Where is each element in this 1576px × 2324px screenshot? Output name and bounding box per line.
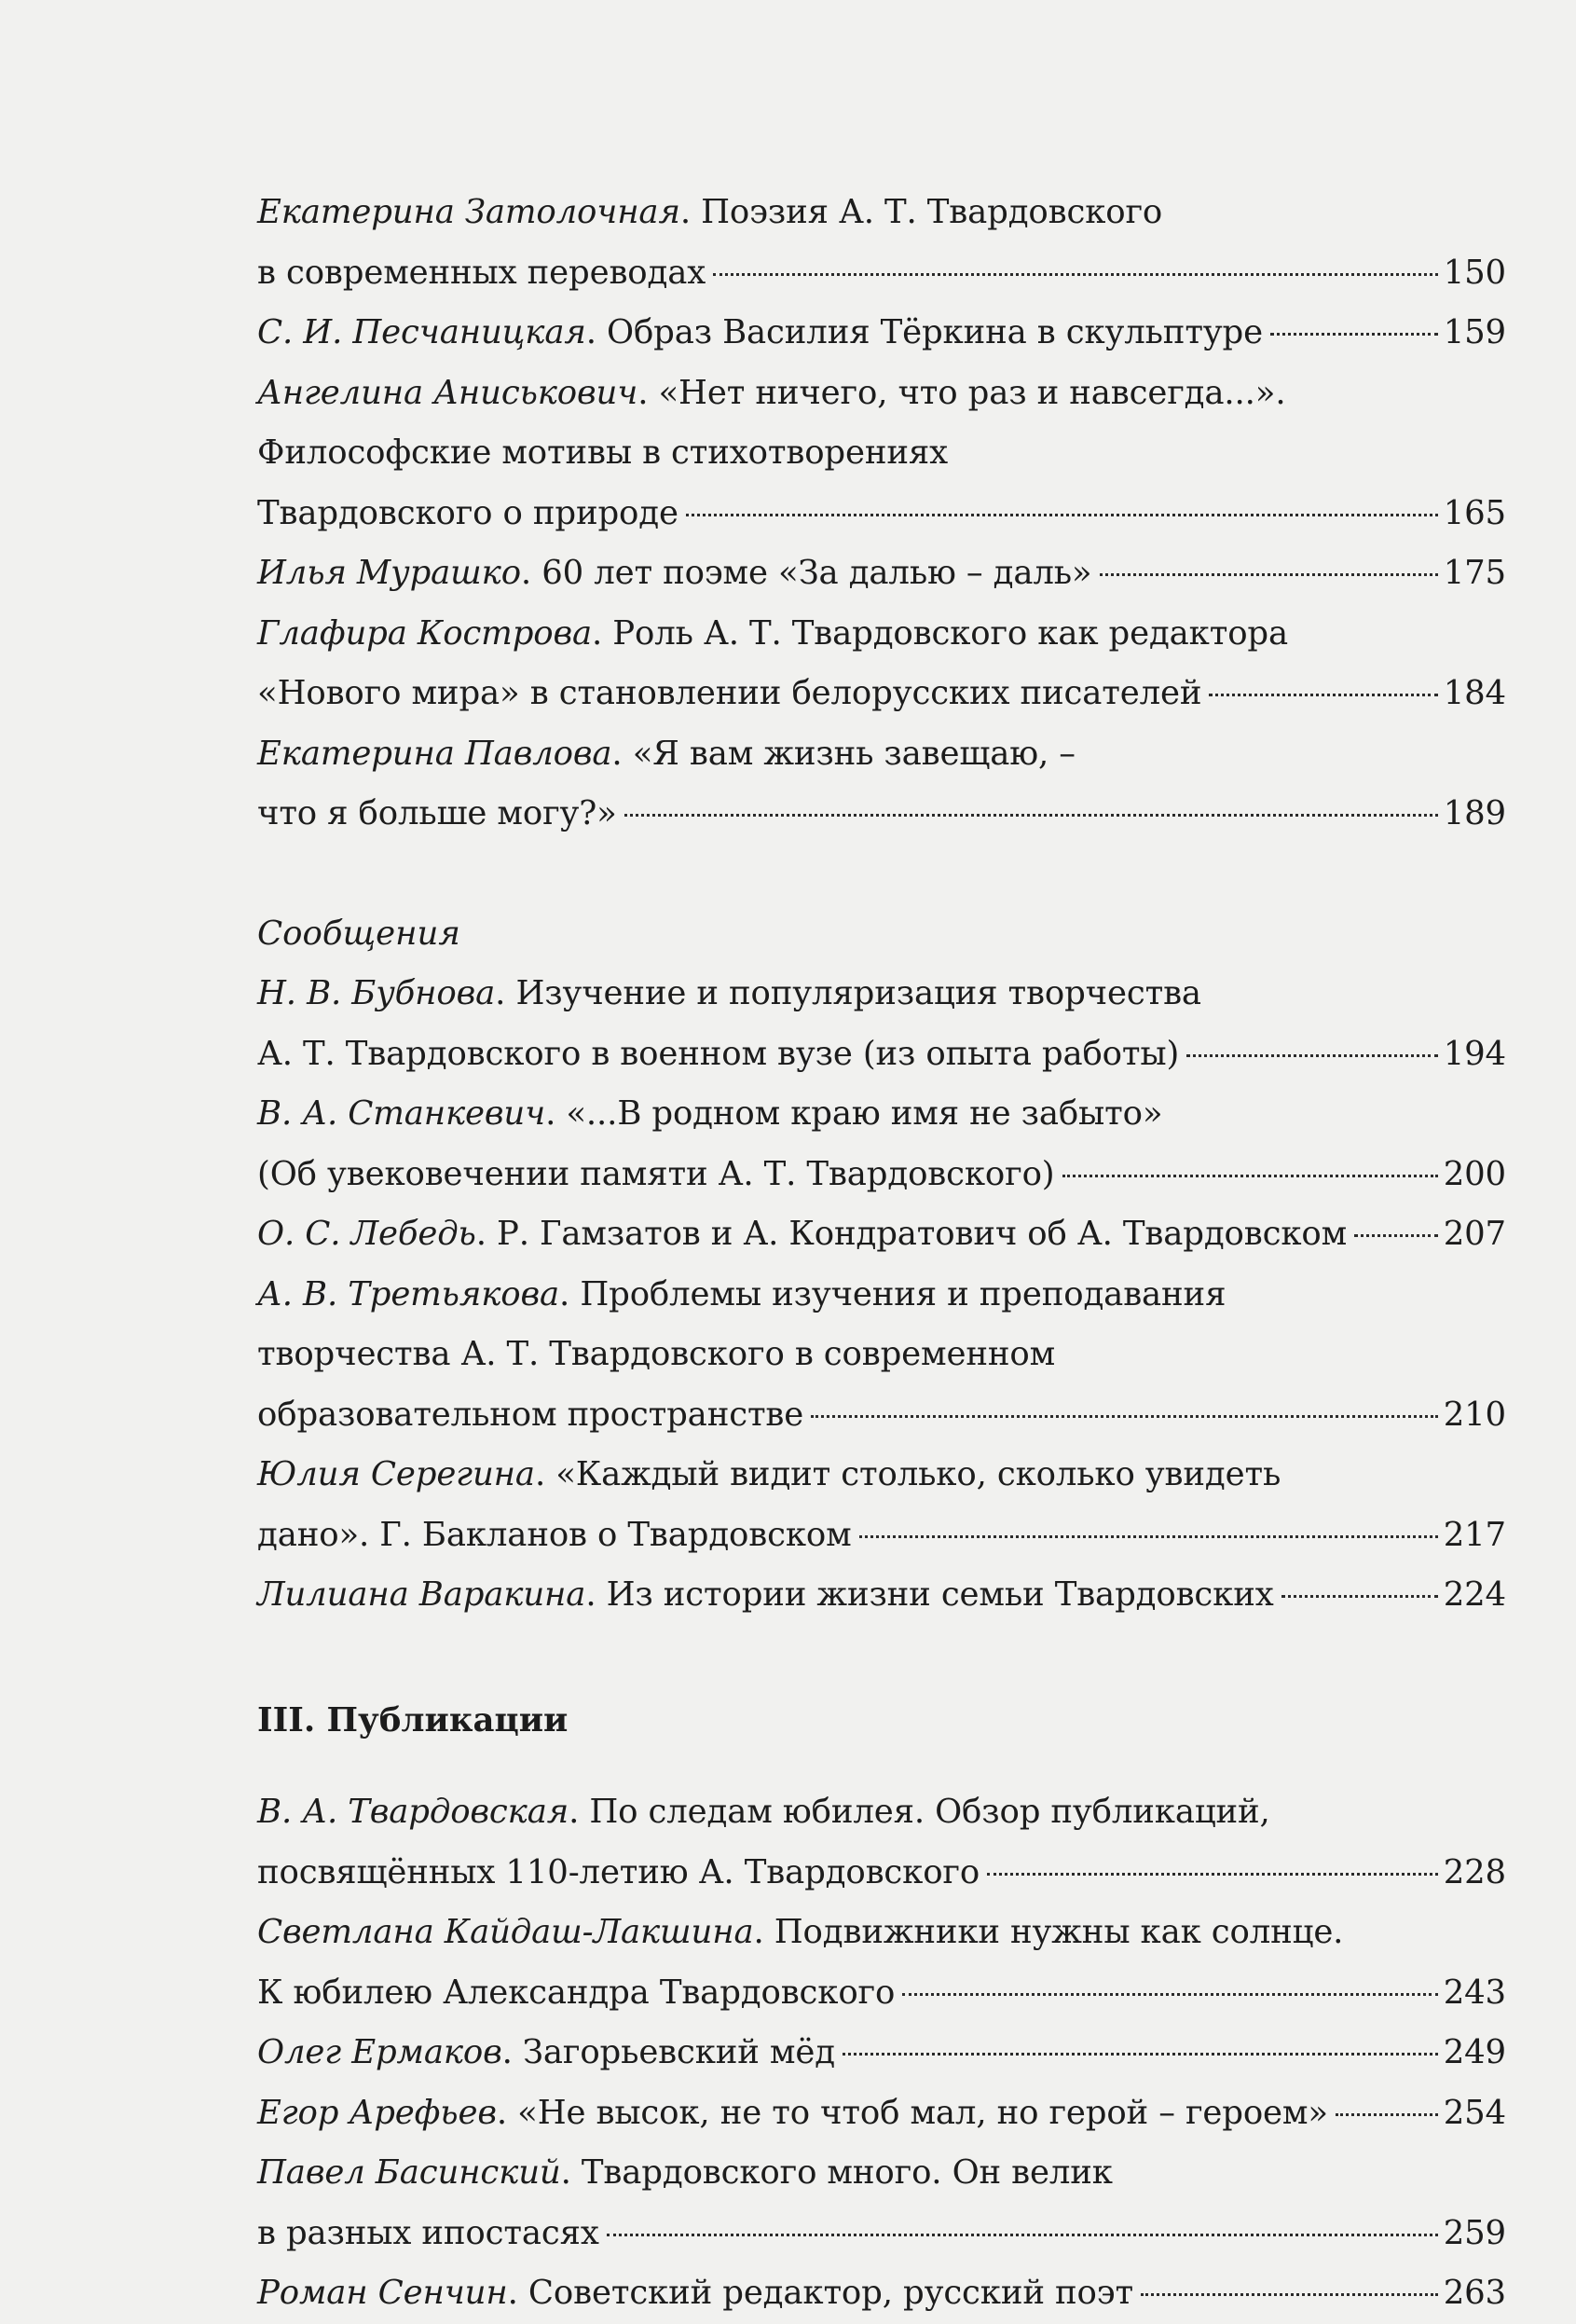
toc-entry-title: 60 лет поэме «За далью – даль» — [541, 554, 1092, 592]
toc-page-number: 184 — [1443, 674, 1506, 712]
toc-entry-author: С. И. Песчаницкая — [257, 313, 586, 351]
toc-entry[interactable] — [257, 2023, 1506, 2083]
toc-entry-title: «Нового мира» в становлении белорусских писателей — [257, 674, 1202, 712]
toc-entry-text: В. А. Станкевич. «...В родном краю имя не забыто» — [257, 1094, 1163, 1133]
toc-entry-author: Н. В. Бубнова — [257, 974, 496, 1012]
toc-group-publications — [257, 1782, 1506, 2324]
toc-page-number: 224 — [1443, 1575, 1506, 1614]
dot-leader — [1270, 333, 1438, 336]
dot-leader — [1281, 1595, 1438, 1598]
toc-entry-line — [257, 604, 1506, 665]
toc-entry-author: Илья Мурашко — [257, 554, 521, 592]
dot-leader — [1141, 2293, 1438, 2296]
toc-entry-title: Философские мотивы в стихотворениях — [257, 433, 948, 472]
toc-entry-text — [257, 1963, 895, 2024]
toc-entry-line — [257, 364, 1506, 424]
toc-entry-line — [257, 423, 1506, 484]
toc-entry[interactable] — [257, 2263, 1506, 2324]
toc-entry[interactable] — [257, 543, 1506, 604]
toc-entry-author: Ангелина Аниськович — [257, 373, 638, 412]
toc-page-number: 189 — [1443, 794, 1506, 832]
toc-entry-author: Лилиана Варакина — [257, 1575, 586, 1614]
toc-entry[interactable] — [257, 303, 1506, 364]
toc-entry[interactable] — [257, 604, 1506, 724]
toc-entry-text: Егор Арефьев. «Не высок, не то чтоб мал, но герой – героем» — [257, 2093, 1328, 2132]
toc-entry-author: О. С. Лебедь — [257, 1215, 476, 1253]
toc-entry[interactable] — [257, 183, 1506, 303]
toc-entry-title: К юбилею Александра Твардовского — [257, 1973, 896, 2012]
toc-entry-title: «Не высок, не то чтоб мал, но герой – героем» — [517, 2093, 1328, 2132]
toc-entry-text: Екатерина Затолочная. Поэзия А. Т. Твардовского — [257, 193, 1163, 231]
toc-page-number: 263 — [1443, 2274, 1506, 2312]
toc-entry[interactable] — [257, 2143, 1506, 2263]
toc-entry-text — [257, 1506, 852, 1566]
toc-page-number: 175 — [1443, 554, 1506, 592]
toc-entry-author: В. А. Твардовская — [257, 1793, 569, 1831]
toc-entry-last-line — [257, 2204, 1506, 2264]
toc-page-number: 210 — [1443, 1395, 1506, 1434]
toc-group-reports — [257, 183, 1506, 845]
toc-entry-title: Твардовского о природе — [257, 493, 678, 532]
toc-entry-text — [257, 1024, 1179, 1085]
toc-entry-title: дано». Г. Бакланов о Твардовском — [257, 1515, 852, 1554]
toc-entry[interactable] — [257, 1782, 1506, 1903]
toc-entry-author: Павел Басинский — [257, 2153, 561, 2192]
toc-entry-title: образовательном пространстве — [257, 1395, 804, 1434]
toc-entry-title: «Нет ничего, что раз и навсегда...». — [658, 373, 1286, 412]
toc-entry-title: «...В родном краю имя не забыто» — [566, 1094, 1163, 1133]
toc-entry[interactable] — [257, 1903, 1506, 2023]
toc-entry-text: Павел Басинский. Твардовского много. Он велик — [257, 2153, 1113, 2192]
toc-entry-text: Илья Мурашко. 60 лет поэме «За далью – даль» — [257, 554, 1092, 592]
toc-entry[interactable] — [257, 1204, 1506, 1265]
toc-entry-author: Юлия Серегина — [257, 1455, 535, 1493]
toc-page-number: 200 — [1443, 1154, 1506, 1193]
toc-page-number: 207 — [1443, 1215, 1506, 1253]
toc-entry-text: В. А. Твардовская. По следам юбилея. Обзор публикаций, — [257, 1793, 1270, 1831]
toc-entry-last-line — [257, 2263, 1506, 2324]
toc-entry-text — [257, 1385, 803, 1446]
toc-entry-last-line — [257, 1565, 1506, 1626]
toc-entry-text: Роман Сенчин. Советский редактор, русский поэт — [257, 2274, 1133, 2312]
dot-leader — [713, 273, 1438, 276]
toc-entry[interactable] — [257, 964, 1506, 1084]
toc-entry-text: Ангелина Аниськович. «Нет ничего, что раз и навсегда...». — [257, 373, 1286, 412]
toc-entry-text — [257, 2204, 599, 2264]
toc-entry-title: что я больше могу?» — [257, 794, 617, 832]
toc-entry-text — [257, 484, 678, 544]
toc-entry-author: Екатерина Павлова — [257, 734, 612, 773]
toc-entry-text: Глафира Кострова. Роль А. Т. Твардовского как редактора — [257, 613, 1289, 653]
toc-entry-title: А. Т. Твардовского в военном вузе (из опыта работы) — [257, 1034, 1180, 1073]
toc-entry-title: Загорьевский мёд — [522, 2033, 835, 2071]
toc-entry[interactable] — [257, 1084, 1506, 1204]
toc-entry-title: посвящённых 110-летию А. Твардовского — [257, 1852, 980, 1891]
toc-entry-text: Светлана Кайдаш-Лакшина. Подвижники нужны как солнце. — [257, 1913, 1344, 1951]
toc-entry-title: (Об увековечении памяти А. Т. Твардовского) — [257, 1154, 1055, 1193]
toc-entry[interactable] — [257, 1445, 1506, 1565]
toc-entry-last-line — [257, 664, 1506, 724]
toc-entry-line — [257, 1903, 1506, 1963]
toc-entry-text: Н. В. Бубнова. Изучение и популяризация творчества — [257, 974, 1201, 1012]
dot-leader — [811, 1415, 1438, 1418]
toc-entry-line — [257, 1325, 1506, 1385]
dot-leader — [859, 1535, 1438, 1538]
toc-entry-line — [257, 1782, 1506, 1843]
toc-entry-author: Светлана Кайдаш-Лакшина — [257, 1913, 754, 1951]
toc-entry-title: Образ Василия Тёркина в скульптуре — [606, 313, 1263, 351]
dot-leader — [624, 814, 1438, 817]
toc-entry-last-line — [257, 1506, 1506, 1566]
toc-entry-text: Олег Ермаков. Загорьевский мёд — [257, 2033, 835, 2071]
toc-entry-text — [257, 1145, 1055, 1205]
section-title-messages: Сообщения — [257, 914, 460, 953]
toc-entry-author: Глафира Кострова — [257, 613, 593, 653]
toc-entry-text: О. С. Лебедь. Р. Гамзатов и А. Кондратович об А. Твардовском — [257, 1215, 1348, 1253]
toc-entry-line — [257, 964, 1506, 1024]
dot-leader — [843, 2053, 1438, 2056]
toc-entry-author: Роман Сенчин — [257, 2274, 508, 2312]
toc-entry-last-line — [257, 1024, 1506, 1085]
toc-entry-last-line — [257, 543, 1506, 604]
toc-entry-title: Из истории жизни семьи Твардовских — [606, 1575, 1274, 1614]
toc-entry-title: в разных ипостасях — [257, 2213, 599, 2252]
toc-entry-title: Проблемы изучения и преподавания — [580, 1274, 1227, 1313]
toc-entry-last-line — [257, 784, 1506, 845]
toc-entry[interactable] — [257, 2083, 1506, 2144]
toc-page-number: 228 — [1443, 1852, 1506, 1891]
dot-leader — [1209, 694, 1437, 696]
toc-entry-line — [257, 1265, 1506, 1326]
toc-entry-title: Подвижники нужны как солнце. — [774, 1913, 1344, 1951]
toc-entry-line — [257, 2143, 1506, 2204]
toc-entry-title: в современных переводах — [257, 253, 706, 292]
toc-entry-text — [257, 433, 948, 472]
toc-entry-title: Роль А. Т. Твардовского как редактора — [612, 613, 1289, 653]
toc-page-number: 254 — [1443, 2093, 1506, 2132]
toc-entry-title: «Я вам жизнь завещаю, – — [632, 734, 1076, 773]
toc-entry-title: творчества А. Т. Твардовского в современном — [257, 1335, 1056, 1373]
dot-leader — [987, 1873, 1438, 1876]
toc-entry-author: Екатерина Затолочная — [257, 193, 680, 231]
toc-entry-author: Егор Арефьев — [257, 2093, 497, 2132]
dot-leader — [686, 514, 1438, 516]
toc-entry-line — [257, 1445, 1506, 1506]
toc-entry-last-line — [257, 484, 1506, 544]
part-title-publications: III. Публикации — [257, 1700, 569, 1740]
toc-entry[interactable] — [257, 724, 1506, 845]
toc-entry-text — [257, 1843, 980, 1904]
toc-entry-title: Р. Гамзатов и А. Кондратович об А. Твардовском — [497, 1215, 1348, 1253]
toc-entry-last-line — [257, 1385, 1506, 1446]
toc-entry-text: Екатерина Павлова. «Я вам жизнь завещаю, – — [257, 734, 1076, 773]
toc-entry-title: «Каждый видит столько, сколько увидеть — [555, 1455, 1281, 1493]
toc-group-messages — [257, 964, 1506, 1626]
toc-entry-last-line — [257, 2023, 1506, 2083]
toc-entry-last-line — [257, 1963, 1506, 2024]
toc-entry[interactable] — [257, 364, 1506, 544]
toc-entry-text: С. И. Песчаницкая. Образ Василия Тёркина в скульптуре — [257, 313, 1263, 351]
toc-entry[interactable] — [257, 1265, 1506, 1446]
toc-entry-last-line — [257, 303, 1506, 364]
dot-leader — [1062, 1175, 1438, 1177]
toc-entry-title: По следам юбилея. Обзор публикаций, — [589, 1793, 1270, 1831]
toc-entry-text — [257, 664, 1201, 724]
toc-entry-line — [257, 1084, 1506, 1145]
toc-page-number: 249 — [1443, 2033, 1506, 2071]
toc-entry-text: Лилиана Варакина. Из истории жизни семьи Твардовских — [257, 1575, 1274, 1614]
dot-leader — [607, 2234, 1438, 2236]
toc-page-number: 217 — [1443, 1515, 1506, 1554]
toc-entry-text — [257, 1335, 1055, 1373]
toc-entry-line — [257, 183, 1506, 243]
toc-entry-last-line — [257, 1204, 1506, 1265]
toc-entry[interactable] — [257, 1565, 1506, 1626]
toc-entry-title: Советский редактор, русский поэт — [528, 2274, 1133, 2312]
toc-entry-author: А. В. Третьякова — [257, 1274, 560, 1313]
dot-leader — [902, 1993, 1437, 1996]
toc-entry-text: Юлия Серегина. «Каждый видит столько, сколько увидеть — [257, 1455, 1281, 1493]
toc-page-number: 165 — [1443, 493, 1506, 532]
toc-page-number: 194 — [1443, 1034, 1506, 1073]
dot-leader — [1186, 1054, 1437, 1057]
toc-entry-text — [257, 784, 617, 845]
toc-entry-last-line — [257, 1843, 1506, 1904]
toc-page-number: 243 — [1443, 1973, 1506, 2012]
dot-leader — [1100, 573, 1438, 576]
toc-entry-text — [257, 243, 706, 304]
toc-entry-last-line — [257, 1145, 1506, 1205]
dot-leader — [1354, 1234, 1438, 1237]
toc-entry-title: Поэзия А. Т. Твардовского — [701, 193, 1163, 231]
toc-entry-text: А. В. Третьякова. Проблемы изучения и преподавания — [257, 1274, 1227, 1313]
toc-entry-author: Олег Ермаков — [257, 2033, 502, 2071]
toc-entry-title: Изучение и популяризация творчества — [515, 974, 1201, 1012]
toc-entry-last-line — [257, 243, 1506, 304]
toc-page-number: 159 — [1443, 313, 1506, 351]
toc-entry-line — [257, 724, 1506, 785]
toc-page-number: 259 — [1443, 2213, 1506, 2252]
toc-entry-title: Твардовского много. Он велик — [581, 2153, 1113, 2192]
toc-entry-author: В. А. Станкевич — [257, 1094, 546, 1133]
dot-leader — [1336, 2113, 1438, 2116]
toc-page-number: 150 — [1443, 253, 1506, 292]
toc-entry-last-line — [257, 2083, 1506, 2144]
toc-page — [257, 183, 1506, 2324]
